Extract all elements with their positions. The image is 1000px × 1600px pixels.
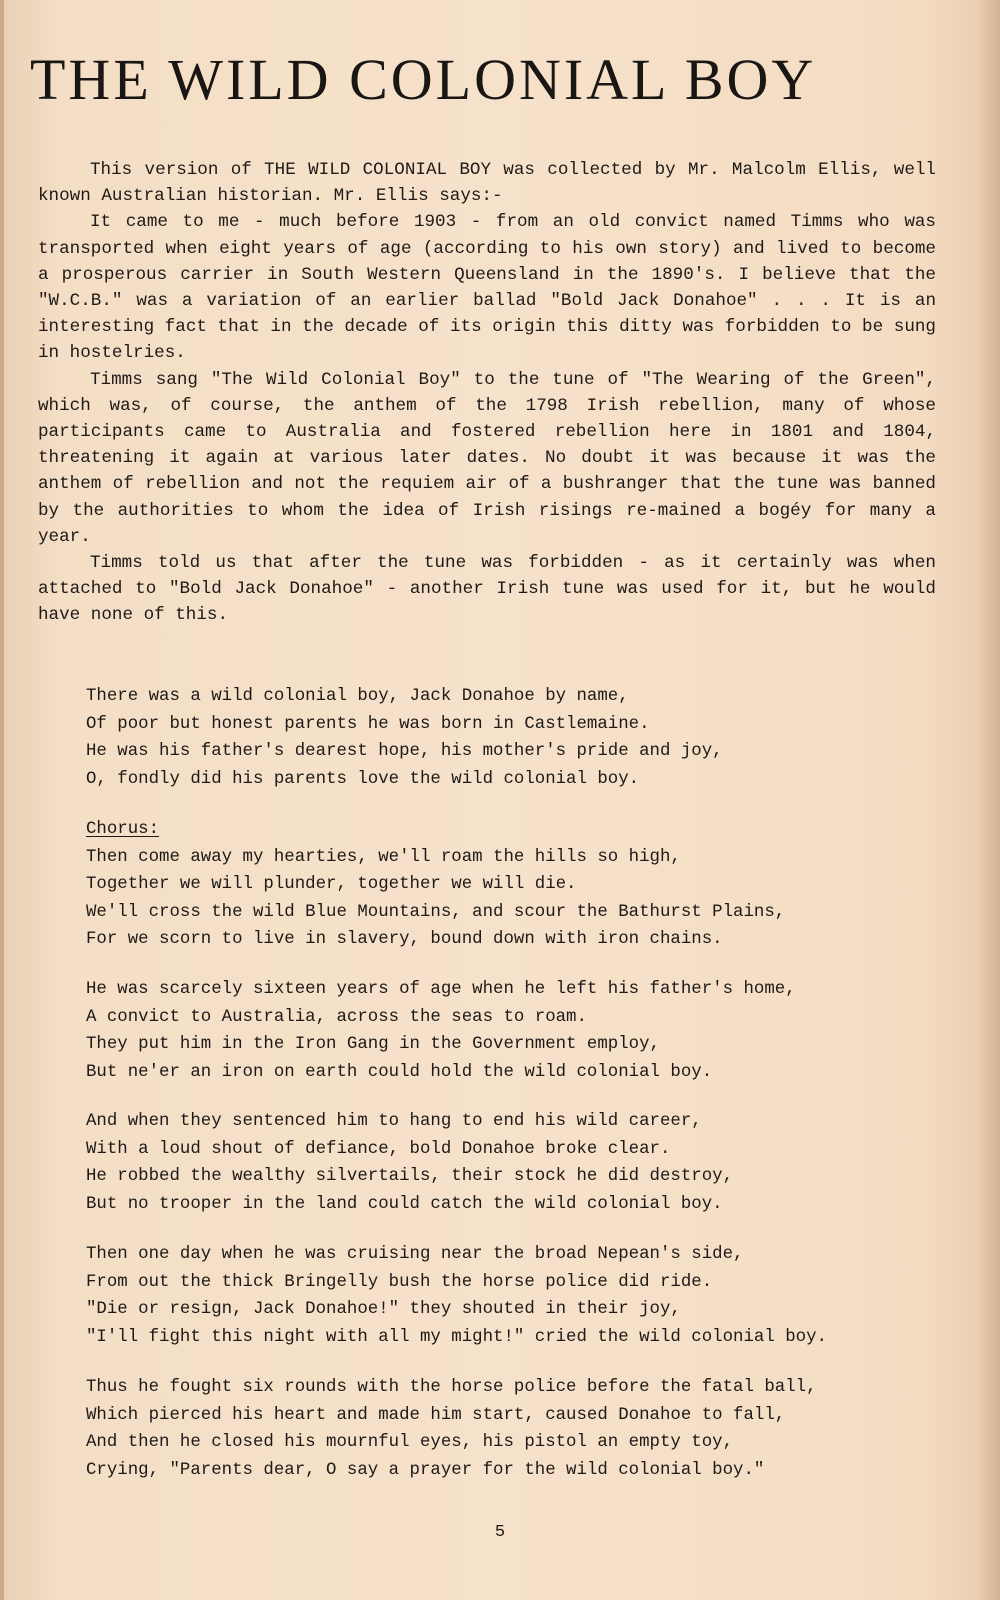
verse-line: There was a wild colonial boy, Jack Donahoe by name, — [86, 687, 629, 706]
page-title: THE WILD COLONIAL BOY — [30, 47, 817, 112]
intro-paragraph: It came to me - much before 1903 - from an old convict named Timms who was transported when eight years of age (according to his own story) and lived to become a prosperous carrier in South Western Queensland in the 1890's. I believe that the "W.C.B." was a variation of an earlier ballad "Bold Jack Donahoe" . . . It is an interesting fact that in the decade of its origin this ditty was forbidden to be sung in hostelries. — [38, 212, 936, 364]
chorus-label: Chorus: — [86, 820, 160, 839]
chorus-line: Then come away my hearties, we'll roam the hills so high, — [86, 847, 681, 867]
verse-line: "Die or resign, Jack Donahoe!" they shouted in their joy, — [86, 1300, 681, 1320]
verse-line: He was his father's dearest hope, his mother's pride and joy, — [86, 742, 723, 762]
verse-line: "I'll fight this night with all my might!" cried the wild colonial boy. — [86, 1327, 827, 1347]
verse-line: But ne'er an iron on earth could hold the wild colonial boy. — [86, 1062, 713, 1082]
verse-line: Which pierced his heart and made him start, caused Donahoe to fall, — [86, 1405, 786, 1425]
verse-line: O, fondly did his parents love the wild colonial boy. — [86, 769, 640, 789]
verse-line: A convict to Australia, across the seas to roam. — [86, 1007, 587, 1027]
verse-line: Crying, "Parents dear, O say a prayer for the wild colonial boy." — [86, 1460, 765, 1480]
verse-line: And when they sentenced him to hang to end his wild career, — [86, 1112, 702, 1131]
intro-text — [38, 157, 936, 629]
verse-line: With a loud shout of defiance, bold Donahoe broke clear. — [86, 1139, 671, 1159]
chorus — [86, 816, 906, 954]
verse-line: And then he closed his mournful eyes, his pistol an empty toy, — [86, 1433, 734, 1453]
intro-paragraph: This version of THE WILD COLONIAL BOY was collected by Mr. Malcolm Ellis, well known Australian historian. Mr. Ellis says:- — [38, 160, 936, 207]
chorus-line: For we scorn to live in slavery, bound down with iron chains. — [86, 930, 723, 950]
page-spine-edge — [0, 0, 4, 1600]
intro-paragraph: Timms told us that after the tune was forbidden - as it certainly was when attached to "Bold Jack Donahoe" - another Irish tune was used for it, but he would have none of this. — [38, 553, 936, 626]
chorus-line: We'll cross the wild Blue Mountains, and scour the Bathurst Plains, — [86, 902, 786, 922]
chorus-line: Together we will plunder, together we will die. — [86, 875, 577, 895]
verse-line: But no trooper in the land could catch the wild colonial boy. — [86, 1194, 723, 1214]
verse-2 — [86, 976, 906, 1086]
verse-line: Then one day when he was cruising near the broad Nepean's side, — [86, 1245, 744, 1264]
intro-paragraph: Timms sang "The Wild Colonial Boy" to the tune of "The Wearing of the Green", which was, of course, the anthem of the 1798 Irish rebellion, many of whose participants came to Australia and fostered rebellion here in 1801 and 1804, threatening it again at various later dates. No doubt it was because it was the anthem of rebellion and not the requiem air of a bushranger that the tune was banned by the authorities to whom the idea of Irish risings re-mained a bogéy for many a year. — [38, 369, 936, 547]
verse-line: He was scarcely sixteen years of age when he left his father's home, — [86, 980, 796, 999]
verse-5 — [86, 1374, 906, 1484]
verse-line: Thus he fought six rounds with the horse police before the fatal ball, — [86, 1378, 817, 1397]
verse-1 — [86, 683, 906, 793]
verse-4 — [86, 1241, 906, 1351]
verse-3 — [86, 1108, 906, 1218]
verse-line: Of poor but honest parents he was born in Castlemaine. — [86, 714, 650, 734]
page-number: 5 — [494, 1523, 506, 1542]
verse-line: They put him in the Iron Gang in the Government employ, — [86, 1035, 660, 1055]
page-right-edge — [978, 0, 1000, 1600]
verse-line: From out the thick Bringelly bush the horse police did ride. — [86, 1272, 713, 1292]
verse-line: He robbed the wealthy silvertails, their stock he did destroy, — [86, 1167, 734, 1187]
